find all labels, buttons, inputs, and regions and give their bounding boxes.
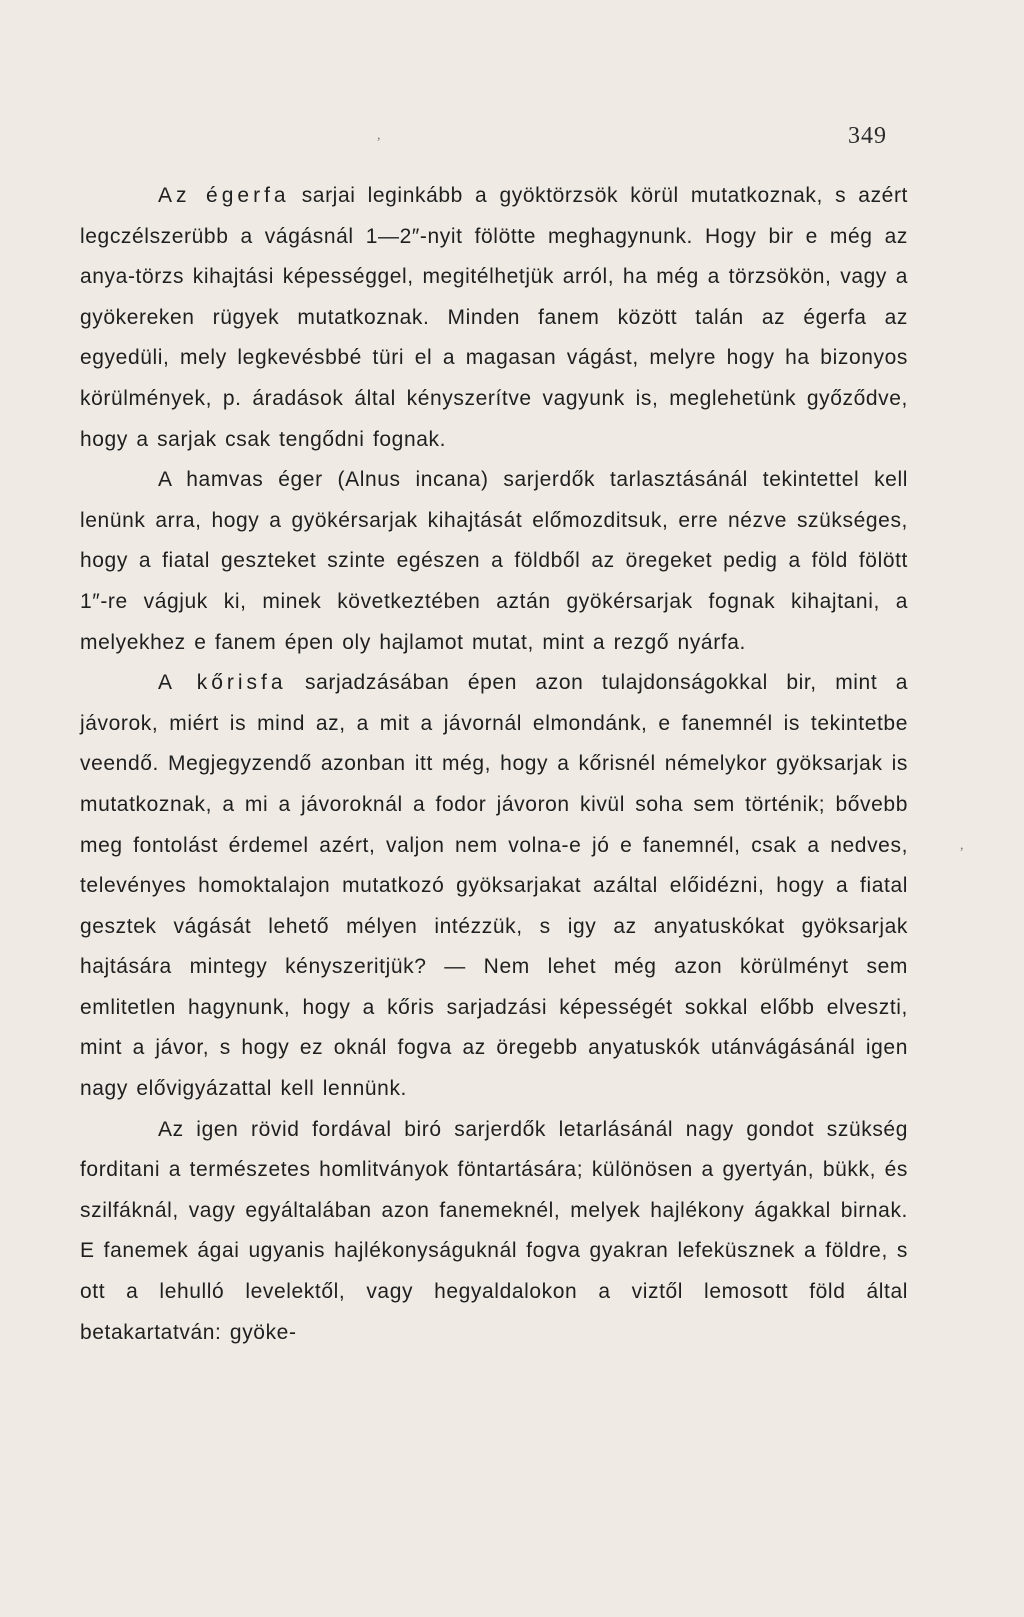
- paragraph-text: Az igen rövid fordával biró sarjerdők letarlásánál nagy gondot szükség forditani a természetes homlitványok föntartására; különösen a gyertyán, bükk, és szilfáknál, vagy egyáltalában azon fanemeknél, melyek hajlékony ágakkal birnak. E fanemek ágai ugyanis hajlékonyságuknál fogva gyakran lefeküsznek a földre, s ott a lehulló levelektől, vagy hegyaldalokon a viztől lemosott föld által betakartatván: gyöke-: [80, 1117, 908, 1344]
- page-number: 349: [848, 123, 887, 149]
- body-text: [80, 176, 908, 1353]
- paragraph-hamvas-eger: [80, 460, 908, 663]
- paragraph-egerfa: [80, 176, 908, 460]
- paragraph-sarjerdok: [80, 1110, 908, 1354]
- paragraph-text: sarjadzásában épen azon tulajdonságokkal bir, mint a jávorok, miért is mind az, a mit a jávornál elmondánk, e fanemnél is tekintetbe veendő. Megjegyzendő azonban itt még, hogy a kőrisnél némelykor gyöksarjak is mutatkoznak, a mi a jávoroknál a fodor jávoron kivül soha sem történik; bővebb meg fontolást érdemel azért, valjon nem volna-e jó e fanemnél, csak a nedves, televényes homoktalajon mutatkozó gyöksarjakat azáltal előidézni, hogy a fiatal gesztek vágását lehető mélyen intézzük, s igy az anyatuskókat gyöksarjak hajtására mintegy kényszeritjük? — Nem lehet még azon körülményt sem emlitetlen hagynunk, hogy a kőris sarjadzási képességét sokkal előbb elveszti, mint a jávor, s hogy ez oknál fogva az öregebb anyatuskók utánvágásánál igen nagy elővigyázattal kell lennünk.: [80, 671, 908, 1101]
- ink-speck: ,: [960, 838, 964, 853]
- paragraph-text: A hamvas éger (Alnus incana) sarjerdők tarlasztásánál tekintettel kell lenünk arra, hogy a gyökérsarjak kihajtását előmozditsuk, erre nézve szükséges, hogy a fiatal geszteket szinte egészen a földből az öregeket pedig a föld fölött 1″-re vágjuk ki, minek következtében aztán gyökérsarjak fognak kihajtani, a melyekhez e fanem épen oly hajlamot mutat, mint a rezgő nyárfa.: [80, 468, 908, 654]
- ink-speck: ,: [377, 128, 381, 143]
- paragraph-korisfa: [80, 663, 908, 1110]
- paragraph-text: sarjai leginkább a gyöktörzsök körül mutatkoznak, s azért legczélszerübb a vágásnál 1—2″-nyit fölötte meghagynunk. Hogy bir e még az anya-törzs kihajtási képességgel, megitélhetjük arról, ha még a törzsökön, vagy a gyökereken rügyek mutatkoznak. Minden fanem között talán az égerfa az egyedüli, mely legkevésbbé türi el a magasan vágást, melyre hogy ha bizonyos körülmények, p. áradások által kényszerítve vagyunk is, meglehetünk győződve, hogy a sarjak csak tengődni fognak.: [80, 184, 908, 451]
- spaced-term: Az égerfa: [158, 184, 290, 207]
- spaced-term: A kőrisfa: [158, 671, 287, 695]
